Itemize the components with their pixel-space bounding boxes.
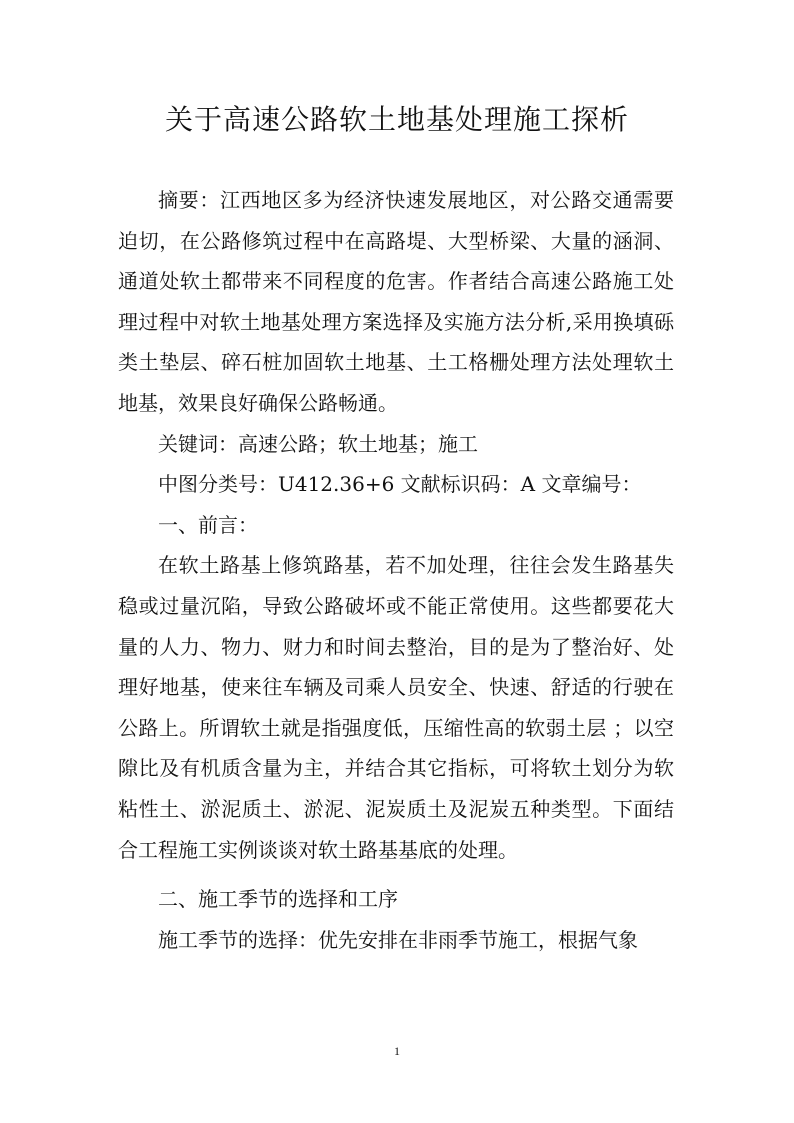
- page-number: 1: [394, 1044, 400, 1058]
- section-heading-construction-season: 二、施工季节的选择和工序: [158, 887, 398, 912]
- section-heading-introduction: 一、前言：: [158, 512, 258, 537]
- introduction-paragraph: 在软土路基上修筑路基，若不加处理，往往会发生路基失稳或过量沉陷，导致公路破坏或不能正常使用。这些都要花大量的人力、物力、财力和时间去整治，目的是为了整治好、处理好地基，使来往车辆及司乘人员安全、快速、舒适的行驶在公路上。所谓软土就是指强度低，压缩性高的软弱土层 ；以空隙比及有机质含量为主，并结合其它指标，可将软土划分为软粘性土、淤泥质土、淤泥、泥炭质土及泥炭五种类型。下面结合工程施工实例谈谈对软土路基基底的处理。: [118, 553, 674, 862]
- document-body: [118, 180, 674, 960]
- abstract-paragraph: 摘要：江西地区多为经济快速发展地区，对公路交通需要迫切，在公路修筑过程中在高路堤、大型桥梁、大量的涵洞、通道处软土都带来不同程度的危害。作者结合高速公路施工处理过程中对软土地基处理方案选择及实施方法分析,采用换填砾类土垫层、碎石桩加固软土地基、土工格栅处理方法处理软土地基，效果良好确保公路畅通。: [118, 188, 674, 415]
- classification-line: 中图分类号：U412.36+6 文献标识码：A 文章编号：: [158, 472, 642, 497]
- construction-season-paragraph: 施工季节的选择：优先安排在非雨季节施工，根据气象: [158, 927, 638, 952]
- keywords-line: 关键词：高速公路；软土地基；施工: [158, 431, 478, 456]
- document-title: 关于高速公路软土地基处理施工探析: [164, 103, 629, 136]
